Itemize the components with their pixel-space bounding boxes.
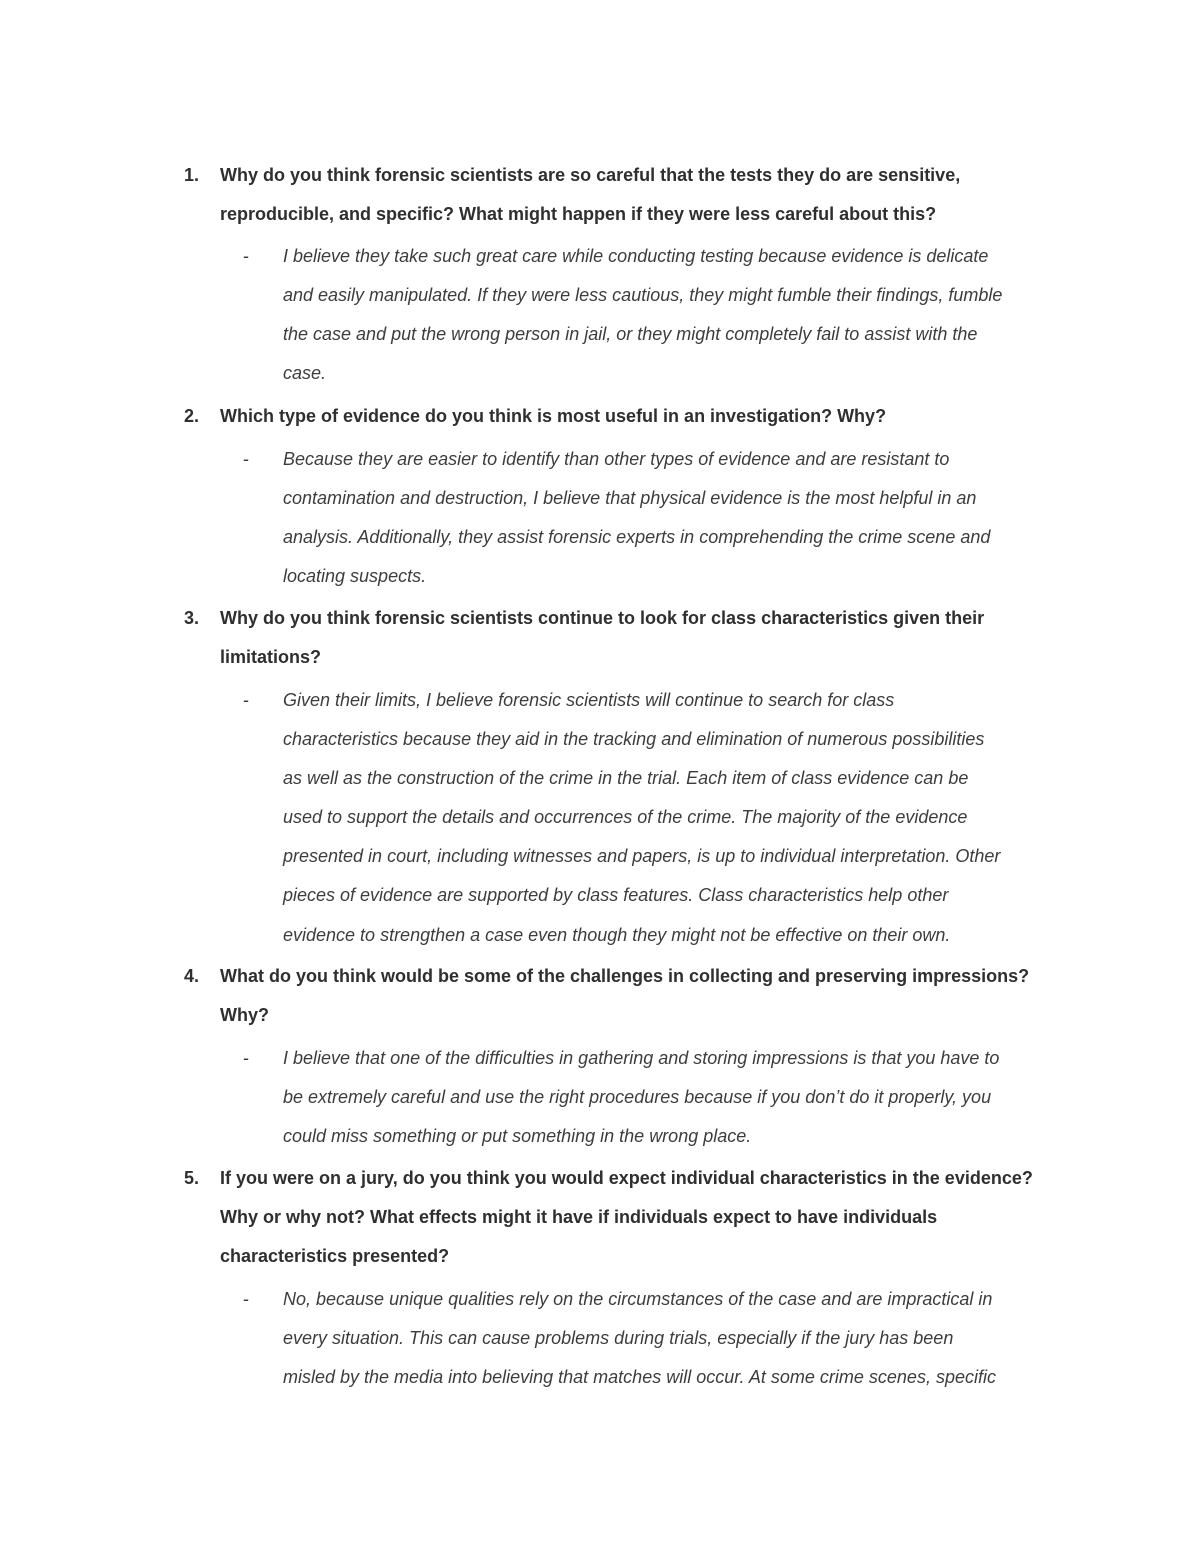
answer-line: evidence to strengthen a case even though they might not be effective on their own. xyxy=(283,924,951,945)
answer-line: presented in court, including witnesses and papers, is up to individual interpretation. Other xyxy=(283,846,1001,867)
answer-line: be extremely careful and use the right procedures because if you don’t do it properly, you xyxy=(283,1087,992,1108)
question-text xyxy=(220,397,1080,436)
answer-line: analysis. Additionally, they assist forensic experts in comprehending the crime scene and xyxy=(283,527,991,548)
question-number: 1. xyxy=(184,165,200,185)
answer-bullet: - xyxy=(243,246,249,266)
answer-line: case. xyxy=(283,363,327,384)
answer-bullet: - xyxy=(243,449,249,469)
question-text xyxy=(220,599,1080,677)
question-line: Why or why not? What effects might it have if individuals expect to have individuals xyxy=(220,1207,938,1228)
question-line: characteristics presented? xyxy=(220,1246,450,1267)
question-line: Why do you think forensic scientists continue to look for class characteristics given their xyxy=(220,608,985,628)
answer-line: characteristics because they aid in the tracking and elimination of numerous possibilities xyxy=(283,729,985,750)
question-line: limitations? xyxy=(220,647,322,668)
question-text xyxy=(220,957,1080,1035)
answer-text xyxy=(283,237,1073,393)
answer-line: every situation. This can cause problems during trials, especially if the jury has been xyxy=(283,1328,954,1349)
answer-line: I believe that one of the difficulties in gathering and storing impressions is that you have to xyxy=(283,1048,1000,1068)
answer-line: contamination and destruction, I believe that physical evidence is the most helpful in an xyxy=(283,488,977,509)
answer-text xyxy=(283,681,1073,955)
answer-line: locating suspects. xyxy=(283,566,427,587)
answer-line: I believe they take such great care while conducting testing because evidence is delicate xyxy=(283,246,989,266)
question-text xyxy=(220,1159,1080,1277)
answer-bullet: - xyxy=(243,1048,249,1068)
answer-line: could miss something or put something in the wrong place. xyxy=(283,1126,752,1147)
answer-line: the case and put the wrong person in jail, or they might completely fail to assist with the xyxy=(283,324,978,345)
answer-text xyxy=(283,440,1073,596)
answer-line: pieces of evidence are supported by class features. Class characteristics help other xyxy=(283,885,949,906)
question-number: 2. xyxy=(184,406,200,426)
question-line: Why? xyxy=(220,1005,269,1026)
question-line: If you were on a jury, do you think you would expect individual characteristics in the evidence? xyxy=(220,1168,1033,1188)
answer-line: Given their limits, I believe forensic scientists will continue to search for class xyxy=(283,690,895,710)
answer-line: used to support the details and occurrences of the crime. The majority of the evidence xyxy=(283,807,968,828)
answer-bullet: - xyxy=(243,690,249,710)
answer-line: misled by the media into believing that matches will occur. At some crime scenes, specific xyxy=(283,1367,996,1388)
question-line: reproducible, and specific? What might happen if they were less careful about this? xyxy=(220,204,937,225)
question-line: What do you think would be some of the challenges in collecting and preserving impressions? xyxy=(220,966,1030,986)
question-number: 4. xyxy=(184,966,200,986)
answer-line: Because they are easier to identify than other types of evidence and are resistant to xyxy=(283,449,950,469)
answer-line: No, because unique qualities rely on the circumstances of the case and are impractical in xyxy=(283,1289,993,1309)
answer-text xyxy=(283,1039,1073,1156)
question-text xyxy=(220,156,1080,234)
question-number: 5. xyxy=(184,1168,200,1188)
question-line: Why do you think forensic scientists are so careful that the tests they do are sensitive, xyxy=(220,165,961,185)
question-line: Which type of evidence do you think is most useful in an investigation? Why? xyxy=(220,406,887,426)
answer-text xyxy=(283,1280,1073,1397)
answer-line: as well as the construction of the crime in the trial. Each item of class evidence can be xyxy=(283,768,969,789)
answer-bullet: - xyxy=(243,1289,249,1309)
answer-line: and easily manipulated. If they were less cautious, they might fumble their findings, fumble xyxy=(283,285,1003,306)
question-number: 3. xyxy=(184,608,200,628)
